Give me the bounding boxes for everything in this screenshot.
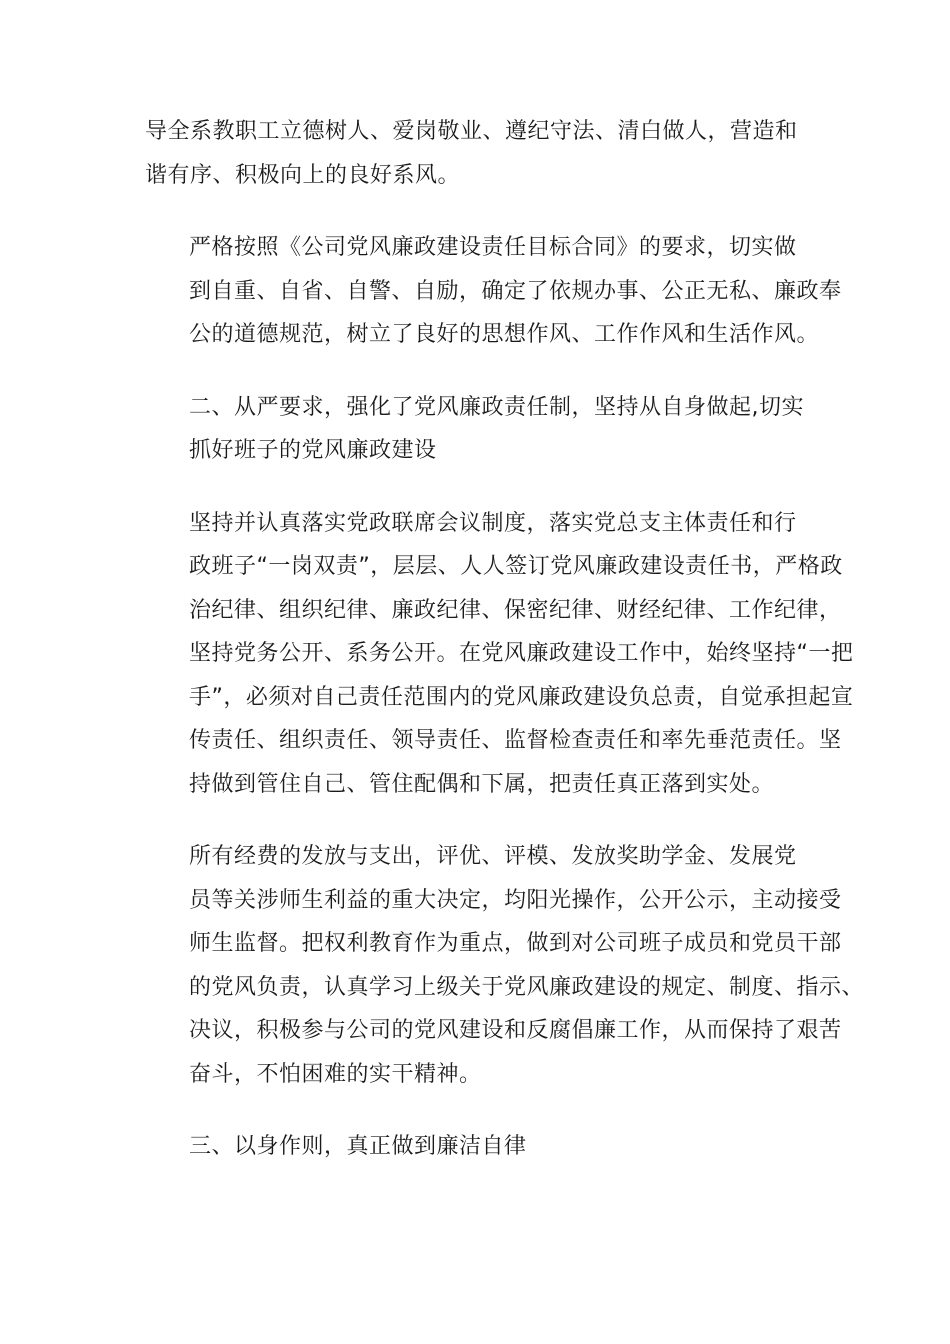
text-line: 持做到管住自己、管住配偶和下属，把责任真正落到实处。 xyxy=(189,771,775,797)
text-line: 公的道德规范，树立了良好的思想作风、工作作风和生活作风。 xyxy=(189,322,820,347)
paragraph-joint-meeting-system xyxy=(145,502,854,807)
text-line: 导全系教职工立德树人、爱岗敬业、遵纪守法、清白做人，营造和 xyxy=(145,119,798,144)
text-line: 政班子“一岗双责”，层层、人人签订党风廉政建设责任书，严格政 xyxy=(189,554,843,579)
text-line: 坚持党务公开、系务公开。在党风廉政建设工作中，始终坚持“一把 xyxy=(189,641,854,666)
text-line: 谐有序、积极向上的良好系风。 xyxy=(145,162,461,188)
text-line: 到自重、自省、自警、自励，确定了依规办事、公正无私、廉政奉 xyxy=(189,278,842,304)
paragraph-responsibility-contract xyxy=(145,226,842,357)
text-line: 二、从严要求，强化了党风廉政责任制，坚持从自身做起,切实 xyxy=(189,394,804,420)
text-line: 严格按照《公司党风廉政建设责任目标合同》的要求，切实做 xyxy=(189,235,797,260)
text-line: 员等关涉师生利益的重大决定，均阳光操作，公开公示，主动接受 xyxy=(189,887,842,913)
text-line: 坚持并认真落实党政联席会议制度，落实党总支主体责任和行 xyxy=(189,510,797,536)
text-line: 决议，积极参与公司的党风建设和反腐倡廉工作，从而保持了艰苦 xyxy=(189,1018,842,1043)
section-heading-3 xyxy=(145,1125,809,1169)
text-line: 传责任、组织责任、领导责任、监督检查责任和率先垂范责任。坚 xyxy=(189,728,842,753)
text-line: 治纪律、组织纪律、廉政纪律、保密纪律、财经纪律、工作纪律， xyxy=(189,597,842,623)
text-line: 的党风负责，认真学习上级关于党风廉政建设的规定、制度、指示、 xyxy=(189,974,865,1000)
text-line: 所有经费的发放与支出，评优、评模、发放奖助学金、发展党 xyxy=(189,844,797,869)
text-line: 奋斗，不怕困难的实干精神。 xyxy=(189,1061,482,1087)
text-line: 师生监督。把权利教育作为重点，做到对公司班子成员和党员干部 xyxy=(189,931,842,956)
paragraph-continuation xyxy=(145,110,809,197)
text-line: 抓好班子的党风廉政建设 xyxy=(189,438,437,463)
section-heading-2 xyxy=(145,386,809,473)
text-line: 手”，必须对自己责任范围内的党风廉政建设负总责，自觉承担起宣 xyxy=(189,684,854,710)
text-line: 三、以身作则，真正做到廉洁自律 xyxy=(189,1134,527,1159)
document-body xyxy=(145,110,865,1198)
paragraph-funds-disclosure xyxy=(145,835,865,1096)
